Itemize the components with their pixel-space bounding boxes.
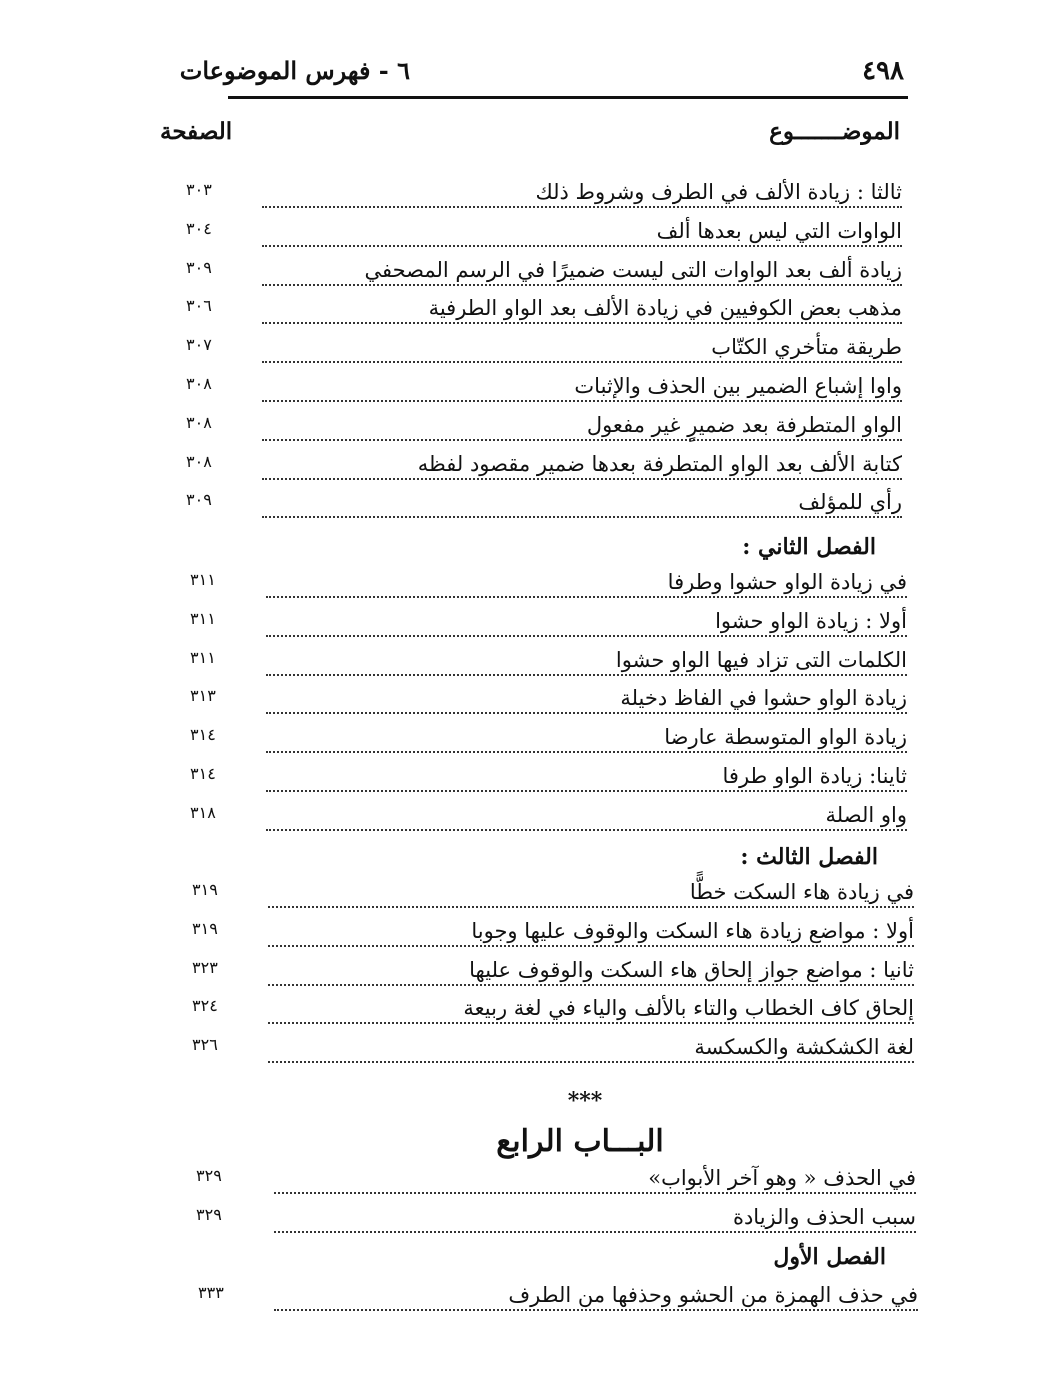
entry-title: أولا : زيادة الواو حشوا: [709, 609, 907, 633]
index-entry: [268, 1035, 914, 1073]
entry-page-number: ٣٢٣: [192, 957, 218, 977]
leader-dots: [266, 635, 907, 637]
entry-title: رأي للمؤلف: [792, 490, 902, 514]
entry-title: زيادة ألف بعد الواوات التى ليست ضميرًا في الرسم المصحفي: [358, 258, 902, 282]
topic-column-heading: الموضـــــــوع: [769, 118, 900, 145]
leader-dots: [266, 829, 907, 831]
leader-dots: [262, 245, 902, 247]
entry-title: في زيادة هاء السكت خطًّا: [684, 880, 914, 904]
entry-title: زيادة الواو حشوا في الفاظ دخيلة: [614, 686, 907, 710]
entry-title: طريقة متأخري الكتّاب: [705, 335, 902, 359]
leader-dots: [266, 790, 907, 792]
entry-page-number: ٣١٩: [192, 918, 218, 938]
entry-title: الواوات التي ليس بعدها ألف: [651, 219, 902, 243]
leader-dots: [262, 322, 902, 324]
entry-page-number: ٣٠٩: [186, 490, 212, 510]
leader-dots: [266, 751, 907, 753]
entry-page-number: ٣١٤: [190, 725, 216, 745]
entry-page-number: ٣٠٧: [186, 335, 212, 355]
leader-dots: [262, 439, 902, 441]
index-entry: [262, 335, 902, 373]
leader-dots: [268, 1022, 914, 1024]
entry-title: في زيادة الواو حشوا وطرفا: [662, 570, 907, 594]
part-title: البـــاب الرابع: [496, 1124, 664, 1159]
index-entry: [266, 725, 907, 763]
index-entry: [262, 219, 902, 257]
index-entry: [266, 764, 907, 802]
index-entry: [268, 996, 914, 1034]
entry-title: في حذف الهمزة من الحشو وحذفها من الطرف: [502, 1283, 918, 1307]
index-entry: [266, 803, 907, 841]
leader-dots: [274, 1231, 916, 1233]
page-header: [179, 56, 908, 99]
leader-dots: [268, 906, 914, 908]
entry-page-number: ٣٠٩: [186, 257, 212, 277]
entry-page-number: ٣١١: [190, 570, 216, 589]
leader-dots: [266, 712, 907, 714]
index-entry: [262, 490, 902, 528]
entry-page-number: ٣٣٣: [198, 1283, 224, 1302]
index-entry: [262, 452, 902, 490]
entry-page-number: ٣١٨: [190, 802, 216, 822]
entry-page-number: ٣٢٩: [196, 1166, 222, 1185]
entry-title: لغة الكشكشة والكسكسة: [688, 1035, 914, 1059]
entry-page-number: ٣٠٤: [186, 218, 212, 238]
entry-title: واو الصلة: [820, 803, 907, 827]
entry-page-number: ٣٠٨: [186, 374, 212, 393]
leader-dots: [262, 361, 902, 363]
index-entry: [266, 609, 907, 647]
entry-title: كتابة الألف بعد الواو المتطرفة بعدها ضمير مقصود لفظه: [412, 452, 902, 476]
leader-dots: [268, 945, 914, 947]
entry-page-number: ٣٢٤: [192, 996, 218, 1016]
leader-dots: [268, 984, 914, 986]
index-entry: [274, 1283, 918, 1321]
entry-page-number: ٣١١: [190, 647, 216, 667]
page-number: ٤٩٨: [862, 56, 904, 86]
entry-page-number: ٣١٤: [190, 764, 216, 783]
leader-dots: [262, 284, 902, 286]
section-separator: ***: [567, 1088, 603, 1114]
index-entry: [268, 958, 914, 996]
entry-title: زيادة الواو المتوسطة عارضا: [658, 725, 907, 749]
index-entry: [266, 570, 907, 608]
chapter-heading-1: الفصل الأول: [773, 1244, 886, 1270]
index-entry: [262, 374, 902, 412]
index-entry: [268, 880, 914, 918]
index-entry: [274, 1205, 916, 1243]
entry-page-number: ٣٠٨: [186, 451, 212, 471]
entry-page-number: ٣٢٩: [196, 1204, 222, 1224]
leader-dots: [268, 1061, 914, 1063]
index-entry: [262, 413, 902, 451]
index-entry: [262, 258, 902, 296]
index-entry: [266, 648, 907, 686]
leader-dots: [262, 400, 902, 402]
index-entry: [266, 686, 907, 724]
entry-title: في الحذف « وهو آخر الأبواب»: [642, 1166, 916, 1190]
entry-title: واوا إشباع الضمير بين الحذف والإثبات: [568, 374, 902, 398]
leader-dots: [262, 516, 902, 518]
index-entry: [262, 180, 902, 218]
entry-page-number: ٣١١: [190, 608, 216, 628]
leader-dots: [262, 206, 902, 208]
entry-title: الواو المتطرفة بعد ضميرٍ غير مفعول: [581, 413, 902, 437]
leader-dots: [274, 1309, 918, 1311]
chapter-heading-2: الفصل الثاني :: [742, 534, 876, 560]
entry-title: إلحاق كاف الخطاب والتاء بالألف والياء في لغة ربيعة: [457, 996, 914, 1020]
entry-page-number: ٣١٩: [192, 880, 218, 899]
leader-dots: [274, 1192, 916, 1194]
index-entry: [274, 1166, 916, 1204]
index-entry: [262, 296, 902, 334]
entry-page-number: ٣٢٦: [192, 1035, 218, 1055]
entry-page-number: ٣٠٨: [186, 412, 212, 432]
index-entry: [268, 919, 914, 957]
section-title: ٦ - فهرس الموضوعات: [179, 56, 410, 85]
chapter-heading-3: الفصل الثالث :: [740, 844, 878, 870]
leader-dots: [266, 596, 907, 598]
entry-title: أولا : مواضع زيادة هاء السكت والوقوف عليها وجوبا: [465, 919, 914, 943]
entry-title: مذهب بعض الكوفيين في زيادة الألف بعد الواو الطرفية: [423, 296, 902, 320]
entry-page-number: ٣٠٣: [186, 180, 212, 199]
entry-page-number: ٣١٣: [190, 686, 216, 706]
entry-page-number: ٣٠٦: [186, 296, 212, 316]
entry-title: سبب الحذف والزيادة: [727, 1205, 916, 1229]
page-column-heading: الصفحة: [160, 118, 233, 145]
entry-title: الكلمات التى تزاد فيها الواو حشوا: [610, 648, 907, 672]
entry-title: ثالثا : زيادة الألف في الطرف وشروط ذلك: [529, 180, 902, 204]
entry-title: ثانيا : مواضع جواز إلحاق هاء السكت والوقوف عليها: [463, 958, 914, 982]
entry-title: ثاينا: زيادة الواو طرفا: [717, 764, 907, 788]
leader-dots: [266, 674, 907, 676]
leader-dots: [262, 478, 902, 480]
